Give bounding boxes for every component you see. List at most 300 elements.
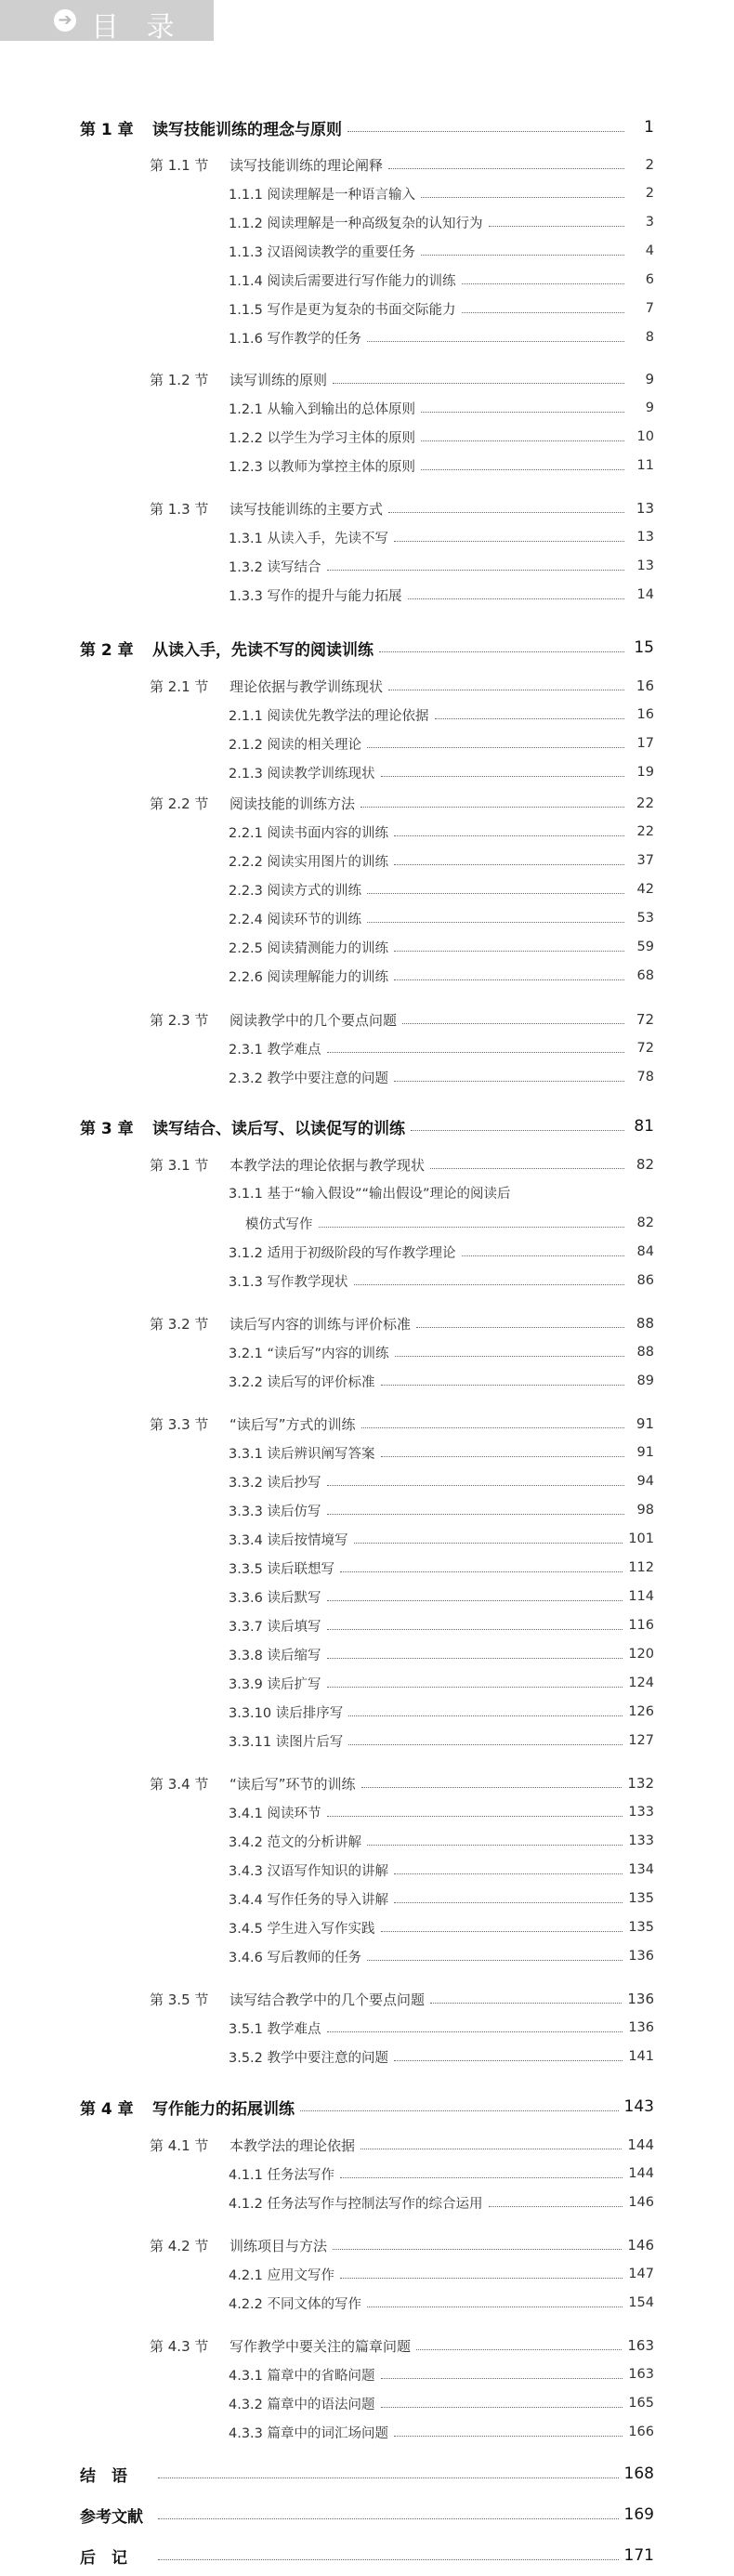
page-number: 13 (636, 559, 654, 573)
dot-leader (421, 440, 624, 441)
toc-item-2-1-2[interactable] (229, 728, 654, 759)
dot-leader (416, 2349, 622, 2350)
page-number: 163 (627, 2337, 654, 2354)
page-number: 82 (636, 1216, 654, 1230)
dot-leader (327, 1600, 623, 1601)
item-title: 2.2.6 阅读理解能力的训练 (229, 969, 389, 985)
item-title: 3.1.2 适用于初级阶段的写作教学理论 (229, 1245, 456, 1261)
page-number: 16 (636, 677, 654, 694)
section-title: 写作教学中要关注的篇章问题 (229, 2337, 412, 2355)
page-number: 144 (628, 2166, 654, 2181)
page-number: 88 (636, 1315, 654, 1332)
toc-afterword[interactable] (80, 2540, 654, 2571)
section-title: 读写训练的原则 (229, 371, 328, 388)
page-number: 13 (636, 500, 654, 517)
chapter-title: 写作能力的拓展训练 (152, 2099, 295, 2119)
page-number: 120 (628, 1647, 654, 1662)
item-title: 1.1.2 阅读理解是一种高级复杂的认知行为 (229, 216, 483, 231)
section-title: 阅读技能的训练方法 (229, 795, 356, 812)
page-number: 147 (628, 2267, 654, 2281)
item-title: 3.3.10 读后排序写 (229, 1705, 344, 1721)
item-title: 2.1.2 阅读的相关理论 (229, 737, 362, 753)
toc-item-2-3-1[interactable] (229, 1032, 654, 1064)
toc-item-3-4-6[interactable] (229, 1940, 654, 1972)
item-title: 3.4.2 范文的分析讲解 (229, 1834, 362, 1850)
item-title: 3.3.4 读后按情境写 (229, 1532, 348, 1548)
page-number: 88 (636, 1345, 654, 1360)
section-number: 第 4.1 节 (150, 2136, 209, 2154)
page-number: 141 (628, 2049, 654, 2064)
toc-item-3-4-1[interactable] (229, 1796, 654, 1828)
item-title: 3.3.9 读后扩写 (229, 1676, 321, 1692)
item-title: 3.5.1 教学难点 (229, 2021, 321, 2037)
toc-item-1-1-1[interactable] (229, 177, 654, 209)
dot-leader (489, 226, 624, 227)
dot-leader (327, 1816, 623, 1817)
page-number: 146 (627, 2237, 654, 2254)
toc-item-4-2-1[interactable] (229, 2258, 654, 2290)
toc-item-3-1-2[interactable] (229, 1236, 654, 1268)
toc-item-3-3-3[interactable] (229, 1494, 654, 1526)
toc-item-3-2-1[interactable] (229, 1336, 654, 1368)
page-number: 124 (628, 1676, 654, 1690)
page-number: 72 (636, 1041, 654, 1056)
toc-item-4-3-1[interactable] (229, 2359, 654, 2390)
dot-leader (327, 1658, 623, 1659)
item-title: 1.1.4 阅读后需要进行写作能力的训练 (229, 273, 456, 289)
page-number: 16 (636, 707, 654, 722)
page-number: 143 (623, 2097, 654, 2116)
toc-item-3-5-1[interactable] (229, 2012, 654, 2044)
page-number: 171 (623, 2546, 654, 2565)
page-number: 10 (636, 429, 654, 444)
toc-item-3-3-4[interactable] (229, 1523, 654, 1555)
page-number: 8 (645, 330, 654, 345)
item-title: 1.1.6 写作教学的任务 (229, 331, 362, 347)
dot-leader (462, 312, 624, 313)
item-title: 4.1.1 任务法写作 (229, 2167, 335, 2183)
item-title: 3.3.5 读后联想写 (229, 1561, 335, 1577)
item-title: 2.2.3 阅读方式的训练 (229, 883, 362, 899)
page-number: 135 (628, 1920, 654, 1935)
page-number: 91 (636, 1445, 654, 1460)
item-title: 3.1.1 基于“输入假设”“输出假设”理论的阅读后 (229, 1186, 511, 1202)
page-number: 11 (636, 458, 654, 473)
item-title: 2.2.4 阅读环节的训练 (229, 912, 362, 927)
dot-leader (381, 1931, 623, 1932)
item-title: 3.3.6 读后默写 (229, 1590, 321, 1606)
item-title: 2.2.5 阅读猜测能力的训练 (229, 940, 389, 956)
toc-section-4-3[interactable] (150, 2330, 654, 2361)
dot-leader (367, 1845, 623, 1846)
item-title: 3.3.11 读图片后写 (229, 1734, 344, 1750)
item-title: 1.3.3 写作的提升与能力拓展 (229, 588, 402, 604)
toc-item-2-2-1[interactable] (229, 816, 654, 848)
section-title: 读写技能训练的主要方式 (229, 500, 384, 518)
item-title: 4.3.3 篇章中的词汇场问题 (229, 2425, 389, 2441)
toc-item-2-2-2[interactable] (229, 845, 654, 876)
dot-leader (340, 2177, 623, 2178)
dot-leader (462, 1255, 624, 1256)
dot-leader (367, 1960, 623, 1961)
page-number: 6 (645, 272, 654, 287)
page-number: 154 (628, 2295, 654, 2310)
dot-leader (421, 469, 624, 470)
section-number: 第 3.3 节 (150, 1415, 209, 1433)
page-number: 133 (628, 1805, 654, 1820)
item-title: 2.3.1 教学难点 (229, 1042, 321, 1058)
toc-item-3-1-1-line1[interactable] (229, 1176, 511, 1208)
section-number: 第 2.3 节 (150, 1011, 209, 1029)
toc-chapter-2[interactable] (80, 632, 654, 664)
page-number: 126 (628, 1704, 654, 1719)
dot-leader (367, 922, 624, 923)
toc-item-3-3-6[interactable] (229, 1581, 654, 1612)
dot-leader (435, 718, 624, 719)
page-number: 136 (627, 1991, 654, 2007)
page-number: 22 (636, 824, 654, 839)
section-title: 训练项目与方法 (229, 2237, 328, 2254)
item-title: 1.2.3 以教师为掌控主体的原则 (229, 459, 416, 475)
dot-leader (430, 1168, 624, 1169)
section-number: 第 3.4 节 (150, 1775, 209, 1793)
dot-leader (394, 1873, 623, 1874)
page-number: 9 (645, 401, 654, 415)
page-number: 42 (636, 882, 654, 897)
item-title: 3.4.3 汉语写作知识的讲解 (229, 1863, 389, 1879)
dot-leader (158, 2559, 619, 2560)
dot-leader (348, 1715, 623, 1716)
dot-leader (354, 1284, 624, 1285)
dot-leader (394, 979, 624, 980)
toc-section-1-2[interactable] (150, 363, 654, 395)
page-number: 53 (636, 911, 654, 926)
item-title: 3.2.2 读后写的评价标准 (229, 1374, 375, 1390)
chapter-title: 从读入手，先读不写的阅读训练 (152, 640, 374, 660)
toc-item-1-3-2[interactable] (229, 550, 654, 582)
page-number: 37 (636, 853, 654, 868)
item-title: 2.3.2 教学中要注意的问题 (229, 1071, 389, 1086)
section-number: 第 3.5 节 (150, 1991, 209, 2008)
chapter-number: 第 3 章 (80, 1119, 134, 1138)
toc-references[interactable] (80, 2499, 654, 2530)
page-number: 91 (636, 1415, 654, 1432)
item-title-continued: 模仿式写作 (245, 1216, 313, 1232)
page-number: 127 (628, 1733, 654, 1748)
item-title: 3.1.3 写作教学现状 (229, 1274, 348, 1290)
page-number: 14 (636, 587, 654, 602)
item-title: 3.4.1 阅读环节 (229, 1806, 321, 1821)
dot-leader (367, 893, 624, 894)
dot-leader (421, 255, 624, 256)
dot-leader (340, 2278, 623, 2279)
page-number: 98 (636, 1503, 654, 1518)
page-number: 19 (636, 765, 654, 780)
chapter-number: 第 1 章 (80, 120, 134, 139)
dot-leader (348, 1744, 623, 1745)
page-number: 2 (645, 186, 654, 201)
toc-item-3-3-2[interactable] (229, 1465, 654, 1497)
item-title: 2.2.1 阅读书面内容的训练 (229, 825, 389, 841)
dot-leader (394, 2060, 623, 2061)
section-title: 读后写内容的训练与评价标准 (229, 1315, 412, 1333)
dot-leader (158, 2477, 619, 2478)
toc-item-3-1-1[interactable] (245, 1207, 654, 1239)
toc-item-4-1-2[interactable] (229, 2187, 654, 2218)
toc-item-3-2-2[interactable] (229, 1365, 654, 1397)
page-number: 82 (636, 1156, 654, 1173)
toc-item-1-3-3[interactable] (229, 579, 654, 611)
item-title: 3.3.8 读后缩写 (229, 1648, 321, 1663)
chapter-number: 第 2 章 (80, 640, 134, 660)
section-title: 阅读教学中的几个要点问题 (229, 1011, 398, 1029)
item-title: 1.1.1 阅读理解是一种语言输入 (229, 187, 416, 203)
page-number: 136 (628, 1949, 654, 1964)
item-title: 3.4.4 写作任务的导入讲解 (229, 1892, 389, 1908)
afterword-title: 后 记 (80, 2548, 127, 2568)
item-title: 4.2.2 不同文体的写作 (229, 2296, 362, 2312)
toc-item-3-3-7[interactable] (229, 1610, 654, 1641)
toc-item-3-3-9[interactable] (229, 1667, 654, 1699)
toc-section-3-2[interactable] (150, 1308, 654, 1339)
toc-item-2-2-5[interactable] (229, 931, 654, 963)
toc-item-3-3-5[interactable] (229, 1552, 654, 1584)
toc-section-3-3[interactable] (150, 1408, 654, 1439)
dot-leader (421, 197, 624, 198)
section-number: 第 3.1 节 (150, 1156, 209, 1174)
toc-chapter-4[interactable] (80, 2091, 654, 2123)
page-number: 169 (623, 2505, 654, 2524)
dot-leader (333, 383, 624, 384)
dot-leader (394, 835, 624, 836)
dot-leader (395, 1356, 624, 1357)
item-title: 3.3.1 读后辨识阐写答案 (229, 1446, 375, 1462)
toc-section-2-3[interactable] (150, 1004, 654, 1035)
toc-chapter-3[interactable] (80, 1111, 654, 1142)
dot-leader (381, 2407, 623, 2408)
toc-item-3-4-5[interactable] (229, 1912, 654, 1943)
page-number: 84 (636, 1244, 654, 1259)
toc-item-2-1-3[interactable] (229, 756, 654, 788)
dot-leader (361, 1787, 623, 1788)
toc-item-3-3-8[interactable] (229, 1638, 654, 1670)
section-title: 理论依据与教学训练现状 (229, 677, 384, 695)
dot-leader (388, 512, 624, 513)
item-title: 3.4.5 学生进入写作实践 (229, 1921, 375, 1937)
dot-leader (327, 1687, 623, 1688)
item-title: 4.3.2 篇章中的语法问题 (229, 2397, 375, 2412)
toc-section-1-1[interactable] (150, 149, 654, 180)
page-number: 144 (627, 2136, 654, 2153)
dot-leader (354, 1543, 623, 1544)
section-number: 第 2.2 节 (150, 795, 209, 812)
dot-leader (367, 747, 624, 748)
toc-section-3-1[interactable] (150, 1149, 654, 1180)
item-title: 4.1.2 任务法写作与控制法写作的综合运用 (229, 2196, 483, 2212)
page-number: 134 (628, 1862, 654, 1877)
section-number: 第 1.2 节 (150, 371, 209, 388)
toc-item-2-2-6[interactable] (229, 960, 654, 992)
dot-leader (416, 1327, 624, 1328)
item-title: 1.3.2 读写结合 (229, 559, 321, 575)
dot-leader (327, 1052, 624, 1053)
toc-item-3-4-2[interactable] (229, 1825, 654, 1857)
toc-item-1-2-1[interactable] (229, 392, 654, 424)
item-title: 1.2.2 以学生为学习主体的原则 (229, 430, 416, 446)
toc-item-1-2-3[interactable] (229, 450, 654, 481)
dot-leader (327, 570, 624, 571)
toc-section-4-1[interactable] (150, 2129, 654, 2161)
toc-item-3-1-3[interactable] (229, 1265, 654, 1296)
toc-section-4-2[interactable] (150, 2229, 654, 2261)
dot-leader (402, 1023, 624, 1024)
toc-item-3-4-3[interactable] (229, 1854, 654, 1886)
item-title: 3.3.2 读后抄写 (229, 1475, 321, 1491)
dot-leader (379, 651, 624, 652)
item-title: 1.1.3 汉语阅读教学的重要任务 (229, 244, 416, 260)
toc-section-1-3[interactable] (150, 493, 654, 524)
page-number: 168 (623, 2464, 654, 2483)
section-title: “读后写”环节的训练 (229, 1775, 356, 1793)
page-number: 1 (644, 118, 654, 137)
page-number: 4 (645, 243, 654, 258)
dot-leader (347, 131, 624, 132)
dot-leader (394, 1902, 623, 1903)
page-number: 133 (628, 1833, 654, 1848)
page-number: 166 (628, 2425, 654, 2439)
dot-leader (340, 1571, 623, 1572)
dot-leader (300, 2110, 619, 2111)
page-number: 114 (628, 1589, 654, 1604)
toc-section-3-4[interactable] (150, 1768, 654, 1799)
toc-item-2-2-3[interactable] (229, 874, 654, 905)
dot-leader (381, 1456, 624, 1457)
toc-item-1-1-4[interactable] (229, 264, 654, 296)
section-number: 第 4.2 节 (150, 2237, 209, 2254)
toc-item-4-3-3[interactable] (229, 2416, 654, 2448)
item-title: 3.3.3 读后仿写 (229, 1504, 321, 1519)
toc-item-1-1-3[interactable] (229, 235, 654, 267)
dot-leader (388, 168, 624, 169)
chapter-title: 读写技能训练的理念与原则 (152, 120, 342, 139)
item-title: 4.2.1 应用文写作 (229, 2267, 335, 2283)
toc-item-1-2-2[interactable] (229, 421, 654, 453)
page-number: 132 (627, 1775, 654, 1792)
item-title: 1.2.1 从输入到输出的总体原则 (229, 401, 416, 417)
section-title: “读后写”方式的训练 (229, 1415, 356, 1433)
dot-leader (394, 541, 624, 542)
item-title: 1.3.1 从读入手，先读不写 (229, 531, 389, 546)
dot-leader (327, 1514, 624, 1515)
page-number: 15 (634, 638, 654, 657)
section-title: 本教学法的理论依据与教学现状 (229, 1156, 426, 1174)
page-number: 22 (636, 795, 654, 811)
toc-item-3-3-1[interactable] (229, 1437, 654, 1468)
page-number: 7 (645, 301, 654, 316)
toc-item-1-1-2[interactable] (229, 206, 654, 238)
page-number: 112 (628, 1560, 654, 1575)
toc-item-1-1-5[interactable] (229, 293, 654, 324)
dot-leader (421, 412, 624, 413)
item-title: 4.3.1 篇章中的省略问题 (229, 2368, 375, 2384)
dot-leader (360, 807, 624, 808)
toc-item-2-3-2[interactable] (229, 1061, 654, 1093)
toc-section-2-2[interactable] (150, 787, 654, 819)
toc-item-4-2-2[interactable] (229, 2287, 654, 2319)
page-number: 59 (636, 940, 654, 954)
dot-leader (361, 1427, 624, 1428)
toc-item-1-1-6[interactable] (229, 322, 654, 353)
dot-leader (394, 864, 624, 865)
chapter-number: 第 4 章 (80, 2099, 134, 2119)
dot-leader (327, 1629, 623, 1630)
section-title: 读写技能训练的理论阐释 (229, 156, 384, 174)
toc-item-3-3-11[interactable] (229, 1725, 654, 1756)
dot-leader (408, 598, 624, 599)
toc-section-3-5[interactable] (150, 1983, 654, 2015)
toc-item-2-1-1[interactable] (229, 699, 654, 730)
toc-conclusion[interactable] (80, 2458, 654, 2490)
section-title: 本教学法的理论依据 (229, 2136, 356, 2154)
dot-leader (158, 2518, 619, 2519)
page-number: 2 (645, 156, 654, 173)
toc-item-4-3-2[interactable] (229, 2387, 654, 2419)
page-number: 81 (634, 1117, 654, 1136)
page-number: 165 (628, 2396, 654, 2411)
toc-item-4-1-1[interactable] (229, 2158, 654, 2189)
dot-leader (462, 283, 624, 284)
dot-leader (367, 341, 624, 342)
toc-item-3-5-2[interactable] (229, 2041, 654, 2072)
dot-leader (381, 2378, 623, 2379)
dot-leader (394, 951, 624, 952)
dot-leader (381, 1385, 624, 1386)
section-number: 第 1.1 节 (150, 156, 209, 174)
page-number: 94 (636, 1474, 654, 1489)
page-number: 3 (645, 215, 654, 230)
toc-section-2-1[interactable] (150, 670, 654, 702)
toc-chapter-1[interactable] (80, 112, 654, 143)
toc-item-1-3-1[interactable] (229, 521, 654, 553)
item-title: 3.4.6 写后教师的任务 (229, 1950, 362, 1965)
chapter-title: 读写结合、读后写、以读促写的训练 (152, 1119, 405, 1138)
page-number: 9 (645, 371, 654, 388)
dot-leader (327, 2031, 623, 2032)
section-number: 第 4.3 节 (150, 2337, 209, 2355)
page-number: 13 (636, 530, 654, 545)
page-number: 78 (636, 1070, 654, 1084)
item-title: 1.1.5 写作是更为复杂的书面交际能力 (229, 302, 456, 318)
toc-item-3-3-10[interactable] (229, 1696, 654, 1728)
toc-item-2-2-4[interactable] (229, 902, 654, 934)
page-number: 89 (636, 1373, 654, 1388)
page-number: 135 (628, 1891, 654, 1906)
dot-leader (381, 776, 624, 777)
page-number: 17 (636, 736, 654, 751)
dot-leader (327, 1485, 624, 1486)
item-title: 2.1.3 阅读教学训练现状 (229, 766, 375, 782)
page-number: 116 (628, 1618, 654, 1633)
section-number: 第 1.3 节 (150, 500, 209, 518)
page-number: 86 (636, 1273, 654, 1288)
section-title: 读写结合教学中的几个要点问题 (229, 1991, 426, 2008)
item-title: 3.5.2 教学中要注意的问题 (229, 2050, 389, 2066)
toc-item-3-4-4[interactable] (229, 1883, 654, 1914)
arrow-right-icon: ➔ (54, 9, 76, 32)
item-title: 2.2.2 阅读实用图片的训练 (229, 854, 389, 870)
dot-leader (489, 2206, 623, 2207)
item-title: 3.3.7 读后填写 (229, 1619, 321, 1635)
